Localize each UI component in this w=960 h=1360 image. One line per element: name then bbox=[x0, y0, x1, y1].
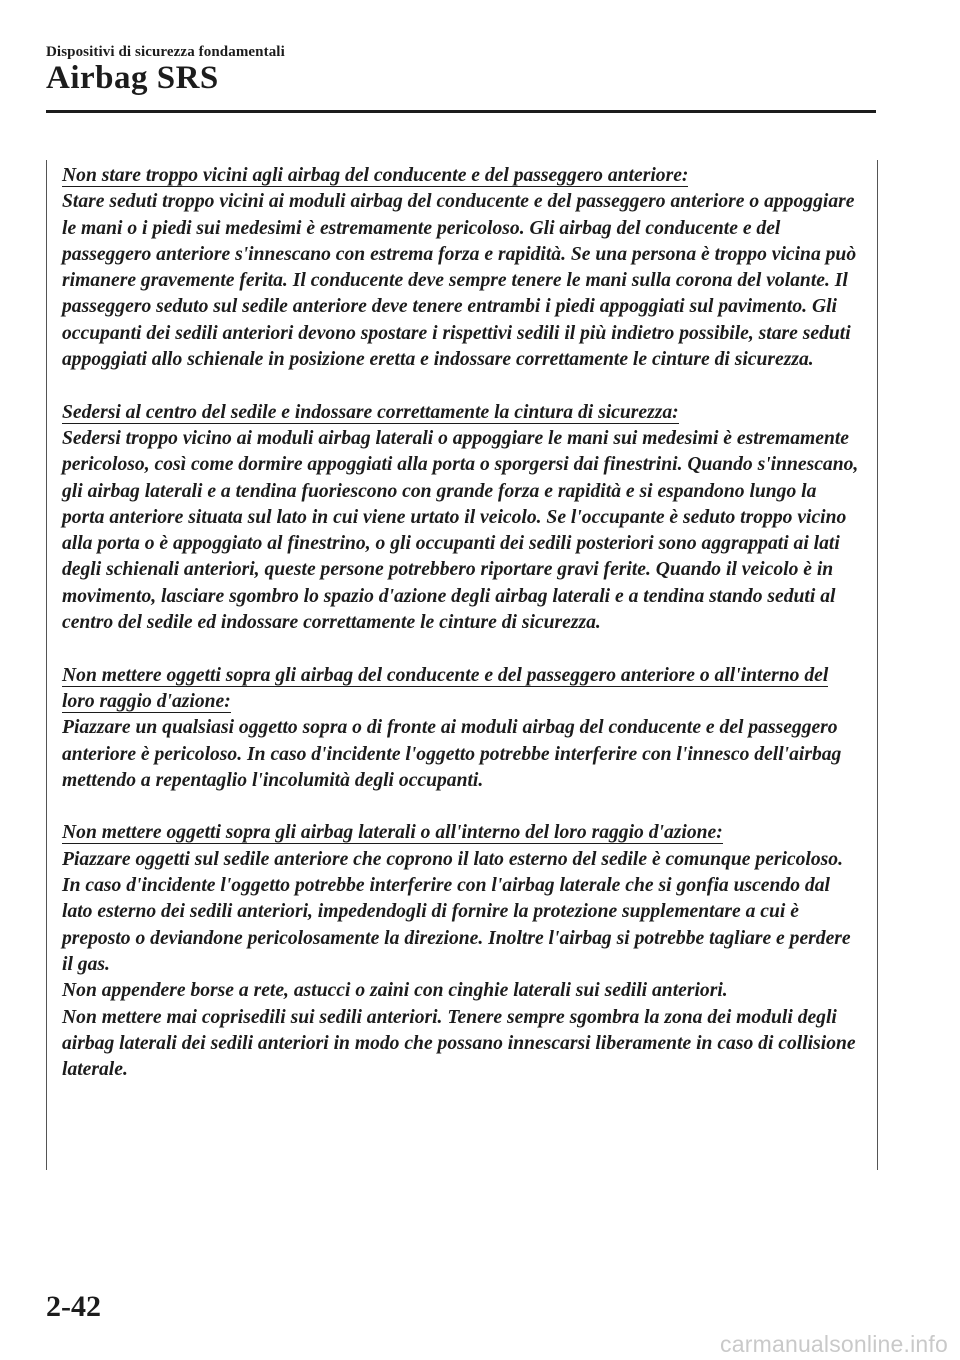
watermark: carmanualsonline.info bbox=[720, 1331, 948, 1357]
section-label: Dispositivi di sicurezza fondamentali bbox=[46, 44, 285, 60]
warning-heading: Non mettere oggetti sopra gli airbag del conducente e del passeggero anteriore o all'interno del loro raggio d'azione: bbox=[62, 664, 829, 712]
warning-body: Piazzare un qualsiasi oggetto sopra o di fronte ai moduli airbag del conducente e del passeggero anteriore è pericoloso. In caso d'incidente l'oggetto potrebbe interferire con l'innesco dell'airbag mettendo a repentaglio l'incolumità degli occupanti. bbox=[62, 717, 842, 791]
warning-heading: Sedersi al centro del sedile e indossare correttamente la cintura di sicurezza: bbox=[62, 401, 679, 423]
warning-content bbox=[62, 163, 862, 1083]
warning-body-extra: Non mettere mai coprisedili sui sedili anteriori. Tenere sempre sgombra la zona dei moduli degli airbag laterali dei sedili anteriori in modo che possano innescarsi liberamente in caso di collisione laterale. bbox=[62, 1006, 856, 1081]
warning-heading: Non stare troppo vicini agli airbag del conducente e del passeggero anteriore: bbox=[62, 165, 689, 186]
warning-heading: Non mettere oggetti sopra gli airbag laterali o all'interno del loro raggio d'azione: bbox=[62, 822, 723, 844]
warning-block bbox=[62, 400, 862, 637]
warning-block bbox=[62, 663, 862, 794]
warning-body: Piazzare oggetti sul sedile anteriore che coprono il lato esterno del sedile è comunque pericoloso. In caso d'incidente l'oggetto potrebbe interferire con l'airbag laterale che si gonfia uscendo dal lato esterno dei sedili anteriori, impedendogli di fornire la protezione supplementare a cui è preposto o deviandone pericolosamente la direzione. Inoltre l'airbag si potrebbe tagliare e perdere il gas. bbox=[62, 848, 851, 975]
warning-body: Stare seduti troppo vicini ai moduli airbag del conducente e del passeggero anteriore o appoggiare le mani o i piedi sui medesimi è estremamente pericoloso. Gli airbag del conducente e del passeggero anteriore s'innescano con estrema forza e rapidità. Se una persona è troppo vicina può rimanere gravemente ferita. Il conducente deve sempre tenere le mani sulla corona del volante. Il passeggero seduto sul sedile anteriore deve tenere entrambi i piedi appoggiati sul pavimento. Gli occupanti dei sedili anteriori devono spostare i rispettivi sedili il più indietro possibile, stare seduti appoggiati allo schienale in posizione eretta e indossare correttamente le cinture di sicurezza. bbox=[62, 191, 857, 371]
page-number: 2-42 bbox=[46, 1290, 101, 1323]
page-title: Airbag SRS bbox=[46, 60, 219, 96]
warning-body-extra: Non appendere borse a rete, astucci o zaini con cinghie laterali sui sedili anteriori. bbox=[62, 980, 728, 1002]
warning-body: Sedersi troppo vicino ai moduli airbag laterali o appoggiare le mani sui medesimi è estremamente pericoloso, così come dormire appoggiati alla porta o sporgersi dai finestrini. Quando s'innescano, gli airbag laterali e a tendina fuoriescono con grande forza e rapidità e si espandono lungo la porta anteriore situata sul lato in cui viene urtato il veicolo. Se l'occupante è seduto troppo vicino alla porta o è appoggiato al finestrino, o gli occupanti dei sedili posteriori sono aggrappati ai lati degli schienali anteriori, queste persone potrebbero riportare gravi ferite. Quando il veicolo è in movimento, lasciare sgombro lo spazio d'azione degli airbag laterali e a tendina stando seduti al centro del sedile ed indossare correttamente le cinture di sicurezza. bbox=[62, 427, 859, 634]
header-divider bbox=[46, 110, 876, 113]
warning-block bbox=[62, 163, 862, 373]
warning-block bbox=[62, 820, 862, 1083]
